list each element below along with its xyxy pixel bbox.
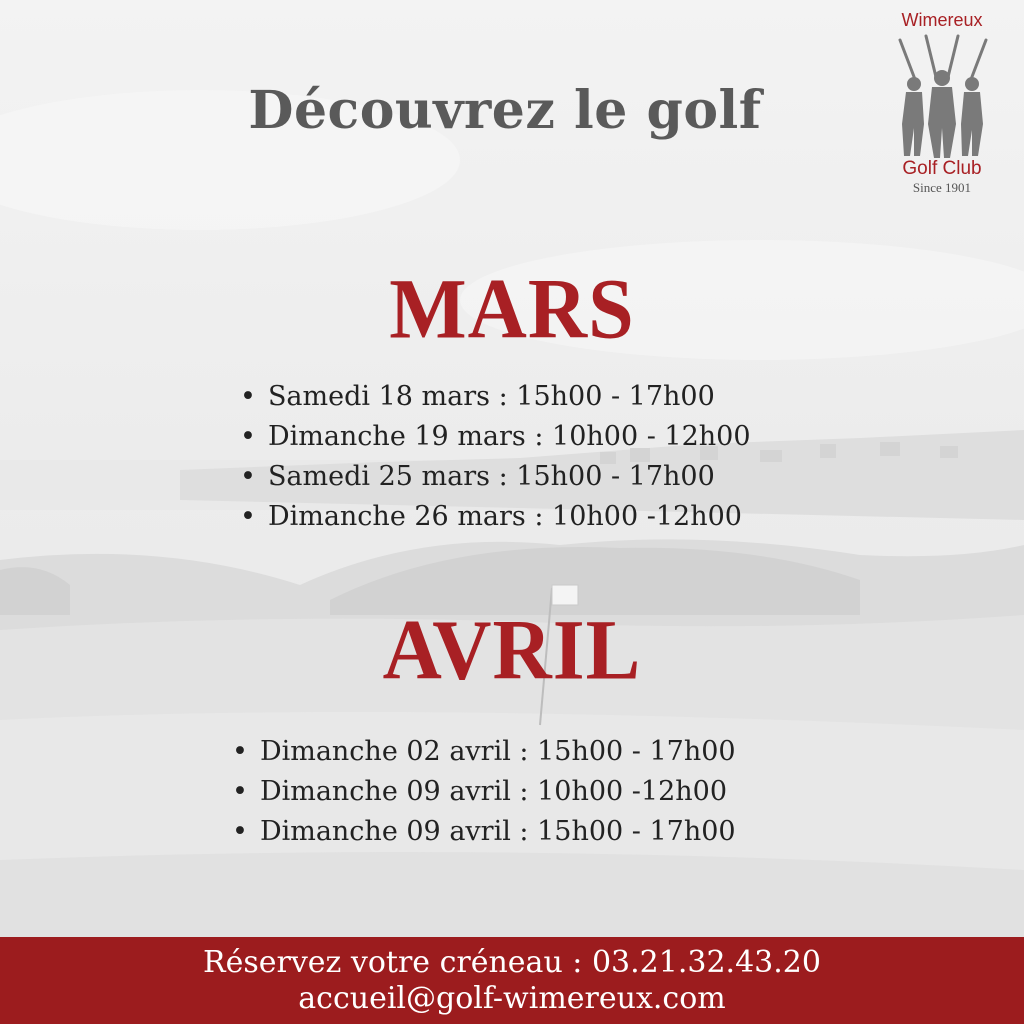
list-item: • Dimanche 09 avril : 15h00 - 17h00 — [232, 812, 736, 852]
page-title: Découvrez le golf — [248, 80, 762, 141]
schedule-list-avril — [232, 732, 736, 852]
list-item: • Dimanche 26 mars : 10h00 -12h00 — [240, 497, 751, 537]
logo-since: Since 1901 — [912, 180, 972, 195]
club-logo — [880, 10, 1004, 200]
list-item: • Samedi 18 mars : 15h00 - 17h00 — [240, 377, 751, 417]
list-item: • Dimanche 02 avril : 15h00 - 17h00 — [232, 732, 736, 772]
golfers-icon — [886, 32, 998, 160]
month-heading-mars: MARS — [389, 260, 635, 357]
logo-wordmark-club: Golf Club — [902, 158, 982, 179]
list-item: • Samedi 25 mars : 15h00 - 17h00 — [240, 457, 751, 497]
booking-phone: Réservez votre créneau : 03.21.32.43.20 — [203, 945, 821, 980]
list-item: • Dimanche 09 avril : 10h00 -12h00 — [232, 772, 736, 812]
footer-banner — [0, 937, 1024, 1024]
schedule-list-mars — [240, 377, 751, 537]
booking-email[interactable]: accueil@golf-wimereux.com — [298, 981, 726, 1016]
logo-wordmark-top: Wimereux — [901, 10, 983, 30]
month-heading-avril: AVRIL — [382, 601, 642, 698]
list-item: • Dimanche 19 mars : 10h00 - 12h00 — [240, 417, 751, 457]
